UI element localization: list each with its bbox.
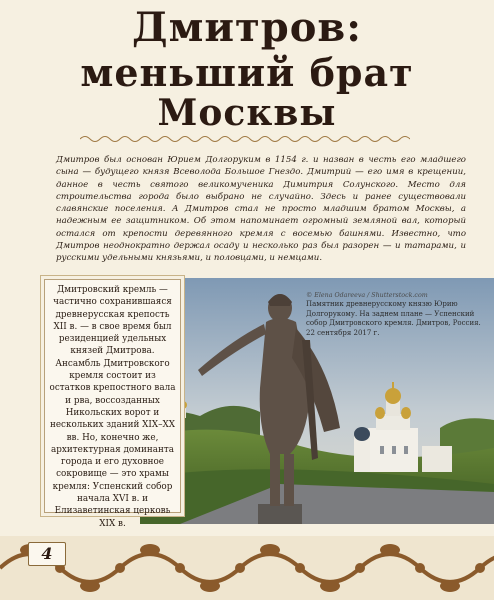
page-title-line-3: Москвы xyxy=(157,92,337,134)
title-divider xyxy=(80,134,410,144)
page-title-line-1: Дмитров: xyxy=(132,4,362,51)
floral-ornament-band xyxy=(0,536,494,600)
sidebar-note: Дмитровский кремль — частично сохранившаяся древнерусская крепость XII в. — в свое время был резиденцией удельных князей Дмитрова. Ансамбль Дмитровского кремля состоит из остатков крепостного вала и рва, воссозданных Никольских ворот и нескольких зданий XIX–XX вв. Но, конечно же, архитектурная доминанта города и его духовное сокровище — это храмы кремля: Успенский собор начала XVI в. и Елизаветинская церковь XIX в. xyxy=(44,279,181,513)
intro-paragraph: Дмитров был основан Юрием Долгоруким в 1154 г. и назван в честь его младшего сына — будущего князя Всеволода Большое Гнездо. Дмитрий — его имя в крещении, данное в честь святого великомученика Димитрия Солунского. Место для строительства города было выбрано не случайно. Здесь и ранее существовали славянские поселения. А Дмитров стал не просто младшим братом Москвы, а надежным ее защитником. Об этом напоминает огромный земляной вал, который остался от крепости деревянного кремля с восемью башнями. Известно, что Дмитров неоднократно держал осаду и несколько раз был разорен — и татарами, и русскими удельными князьями, и половцами, и немцами. xyxy=(56,155,466,264)
photo-credit: © Elena Odareeva / Shutterstock.com xyxy=(306,292,428,299)
photo-caption: Памятник древнерусскому князю Юрию Долгорукому. На заднем плане — Успенский собор Дмитровского кремля. Дмитров, Россия. 22 сентября 2017 г. xyxy=(306,300,481,337)
page-title-line-2: меньший брат xyxy=(80,50,414,95)
page-number: 4 xyxy=(28,542,66,566)
